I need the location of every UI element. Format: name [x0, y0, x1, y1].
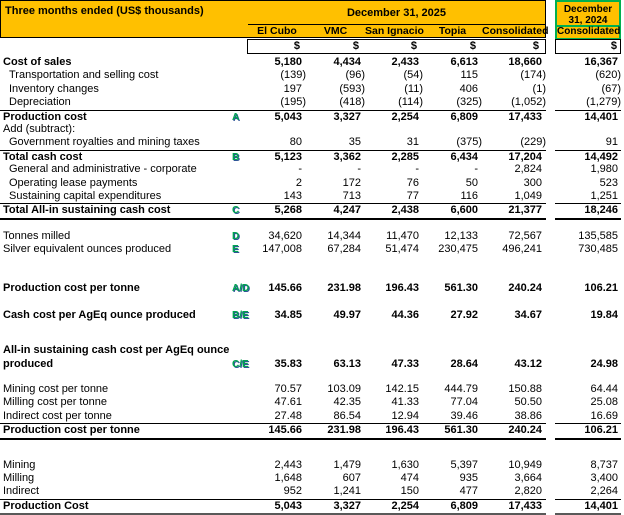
cell-value: 12.94: [391, 409, 419, 422]
cell-value: 197: [283, 82, 302, 95]
cell-value: 3,664: [514, 471, 542, 484]
column-gap: [546, 56, 555, 69]
cell-value: -: [474, 163, 478, 176]
cell-value-2024: 64.44: [590, 383, 618, 396]
cell-value: 44.36: [391, 308, 419, 321]
cell-value: 2,443: [274, 458, 302, 471]
cell-value: 6,434: [423, 150, 482, 164]
column-gap: [546, 190, 555, 203]
row-reference-letter: [230, 56, 248, 69]
cell-value-2024: 19.84: [590, 308, 618, 321]
cell-value-2024: 14,401: [555, 110, 621, 124]
column-header: Consolidated: [482, 25, 549, 37]
column-gap: [546, 136, 555, 149]
column-gap: [546, 69, 555, 82]
table-row: [0, 485, 624, 498]
cell-value: 5,043: [248, 499, 306, 515]
row-reference-letter: [230, 136, 248, 149]
cell-value: (54): [403, 69, 423, 82]
column-gap: [546, 177, 555, 190]
table-row: [0, 243, 624, 256]
cell-value-2024: 730,485: [578, 243, 618, 256]
cell-value: (195): [280, 96, 306, 109]
cell-value: 86.54: [333, 409, 361, 422]
cell-value: 145.66: [248, 423, 306, 439]
row-reference-letter: B: [230, 150, 248, 164]
cell-value: 300: [523, 176, 542, 189]
cell-value: 607: [342, 471, 361, 484]
spacer-row: [0, 322, 624, 344]
table-row: [0, 69, 624, 82]
cell-value: 5,268: [248, 203, 306, 219]
cell-value-2024: 106.21: [555, 423, 621, 439]
row-reference-letter: [230, 190, 248, 203]
cell-value: 1,049: [514, 189, 542, 202]
cell-value: (375): [456, 136, 482, 149]
column-gap: [546, 485, 555, 498]
cell-value: 935: [459, 471, 478, 484]
cell-value: 6,809: [423, 499, 482, 515]
row-label: Production cost: [0, 110, 230, 124]
row-label: Silver equivalent ounces produced: [3, 243, 172, 256]
column-gap: [546, 396, 555, 409]
cell-value: 12,133: [444, 229, 478, 242]
cell-value-2024: 91: [605, 136, 618, 149]
row-reference-letter: E: [232, 244, 239, 256]
table-row: [0, 83, 624, 96]
cell-value: (11): [404, 82, 423, 95]
cell-value: 1,648: [274, 471, 302, 484]
table-row: [0, 423, 624, 436]
cell-value: 196.43: [365, 423, 423, 439]
cell-value-2024: 1,980: [590, 163, 618, 176]
cell-value-2024: 523: [599, 176, 618, 189]
table-row: [0, 396, 624, 409]
table-row: [0, 383, 624, 396]
cell-value: [365, 344, 423, 357]
currency-cell: $: [293, 40, 300, 52]
cell-value: 444.79: [444, 383, 478, 396]
cell-value-2024: 18,246: [555, 203, 621, 219]
cell-value: 150: [400, 485, 419, 498]
cell-value: 11,470: [386, 229, 419, 242]
column-gap: [546, 96, 555, 109]
cell-value: 50: [465, 176, 478, 189]
currency-cell: $: [410, 40, 417, 52]
column-gap: [546, 243, 555, 256]
table-row: [0, 190, 624, 203]
cell-value-2024: (1,279): [586, 96, 621, 109]
period-2024-group: [555, 0, 621, 40]
cell-value: 240.24: [508, 282, 542, 295]
cell-value: [423, 123, 482, 136]
column-gap: [546, 344, 555, 357]
cell-value: 21,377: [482, 203, 546, 219]
cell-value: 496,241: [502, 243, 542, 256]
row-label: Tonnes milled: [3, 229, 71, 242]
row-label: Production cost per tonne: [3, 282, 140, 295]
table-row: [0, 459, 624, 472]
table-row: [0, 410, 624, 423]
row-label: Add (subtract):: [3, 122, 76, 135]
cell-value: 34.67: [514, 308, 542, 321]
cell-value: 27.48: [274, 409, 302, 422]
cell-value-2024: 2,264: [590, 485, 618, 498]
column-gap: [546, 163, 555, 176]
row-reference-letter: [230, 472, 248, 485]
cell-value: 63.13: [333, 357, 361, 370]
cell-value: 2,824: [514, 163, 542, 176]
row-reference-letter: [230, 423, 248, 439]
row-label: Production cost per tonne: [0, 423, 230, 439]
cell-value-2024: [555, 344, 621, 357]
row-reference-letter: B/E: [232, 309, 249, 321]
cell-value: 27.92: [450, 308, 478, 321]
cell-value-2024: 106.21: [584, 282, 618, 295]
row-reference-letter: [230, 83, 248, 96]
cell-value: 34.85: [274, 308, 302, 321]
cell-value: 4,434: [333, 56, 361, 68]
row-label: Transportation and selling cost: [9, 69, 159, 82]
column-gap: [546, 472, 555, 485]
row-reference-letter: [230, 410, 248, 423]
cell-value: (174): [520, 69, 546, 82]
cell-value: [482, 344, 546, 357]
cell-value: 561.30: [423, 423, 482, 439]
row-reference-letter: [230, 383, 248, 396]
column-gap: [546, 410, 555, 423]
cell-value: (325): [456, 96, 482, 109]
column-gap: [546, 150, 555, 164]
cell-value: 72,567: [508, 229, 542, 242]
cell-value: 103.09: [327, 383, 361, 396]
row-reference-letter: [230, 177, 248, 190]
cell-value: 10,949: [508, 458, 542, 471]
table-row: [0, 96, 624, 109]
table-row: [0, 282, 624, 295]
column-header-consolidated-2024: Consolidated: [555, 26, 621, 40]
column-header: Topia: [438, 25, 467, 37]
row-label: Milling: [3, 471, 35, 484]
cell-value: 77.04: [450, 396, 478, 409]
cell-value: 2,820: [514, 485, 542, 498]
table-row: [0, 499, 624, 512]
cell-value: 17,204: [482, 150, 546, 164]
currency-cell: $: [532, 40, 539, 52]
cell-value: 3,327: [306, 110, 365, 124]
cell-value: 6,600: [423, 203, 482, 219]
cell-value: 28.64: [450, 357, 478, 370]
row-reference-letter: [230, 459, 248, 472]
column-gap: [546, 203, 555, 219]
cell-value: 5,180: [274, 56, 302, 68]
cell-value: (114): [398, 96, 423, 109]
cell-value: [306, 344, 365, 357]
cell-value: 231.98: [327, 282, 361, 295]
row-reference-letter: [230, 499, 248, 515]
cell-value: (96): [345, 69, 365, 82]
cell-value: 47.61: [274, 396, 302, 409]
cell-value: 150.88: [508, 383, 542, 396]
currency-cell: $: [469, 40, 476, 52]
currency-cell: $: [352, 40, 359, 52]
cell-value: [248, 344, 306, 357]
cell-value: [306, 123, 365, 136]
cell-value: (139): [280, 69, 306, 82]
column-gap: [546, 123, 555, 136]
cell-value-2024: 14,401: [555, 499, 621, 515]
row-label: Production Cost: [0, 499, 230, 515]
row-label: Government royalties and mining taxes: [9, 136, 200, 149]
table-title: Three months ended (US$ thousands): [5, 5, 204, 17]
cell-value: 2,254: [365, 110, 423, 124]
cell-value: 17,433: [482, 110, 546, 124]
cell-value: (593): [339, 82, 365, 95]
cell-value: 2,433: [391, 56, 419, 68]
cell-value: 70.57: [274, 383, 302, 396]
column-gap: [546, 383, 555, 396]
row-reference-letter: [230, 396, 248, 409]
cell-value: [423, 344, 482, 357]
row-reference-letter: [230, 96, 248, 109]
cell-value: 42.35: [333, 396, 361, 409]
row-reference-letter: [230, 163, 248, 176]
cell-value: 240.24: [482, 423, 546, 439]
cell-value: 231.98: [306, 423, 365, 439]
row-label: Total All-in sustaining cash cost: [0, 203, 230, 219]
cell-value-2024: (67): [601, 82, 621, 95]
cell-value: (1): [532, 82, 546, 95]
cell-value: [248, 123, 306, 136]
row-label: Indirect cost per tonne: [3, 409, 112, 422]
table-row: [0, 230, 624, 243]
cell-value: 5,397: [450, 458, 478, 471]
table-row: [0, 123, 624, 136]
spacer-row: [0, 256, 624, 282]
cell-value: 143: [283, 189, 302, 202]
cell-value: 145.66: [268, 282, 302, 295]
row-label: produced: [3, 357, 54, 370]
cell-value: 17,433: [482, 499, 546, 515]
column-gap: [546, 358, 555, 371]
table-row: [0, 163, 624, 176]
cell-value-2024: 24.98: [590, 357, 618, 370]
cell-value: 115: [460, 69, 478, 82]
cell-value-2024: [555, 123, 621, 136]
column-gap: [546, 499, 555, 515]
cell-value: (418): [339, 96, 365, 109]
table-row: [0, 136, 624, 149]
row-label: Cash cost per AgEq ounce produced: [3, 308, 196, 321]
cell-value: 39.46: [450, 409, 478, 422]
column-header: San Ignacio: [365, 25, 424, 37]
cell-value: 172: [342, 176, 361, 189]
spacer-row: [0, 437, 624, 459]
table-row: [0, 472, 624, 485]
cell-value: 34,620: [268, 229, 302, 242]
cell-value: 6,809: [423, 110, 482, 124]
cell-value: 196.43: [385, 282, 419, 295]
cell-value: 18,660: [508, 56, 542, 68]
cell-value: 41.33: [391, 396, 419, 409]
cell-value: 67,284: [327, 243, 361, 256]
row-label: Sustaining capital expenditures: [9, 189, 162, 202]
cell-value: -: [298, 163, 302, 176]
cell-value-2024: 135,585: [578, 229, 618, 242]
cell-value: 50.50: [514, 396, 542, 409]
cell-value: 5,123: [248, 150, 306, 164]
cell-value: 116: [460, 189, 478, 202]
table-row: [0, 177, 624, 190]
cell-value: 142.15: [385, 383, 419, 396]
table-row: [0, 56, 624, 69]
row-reference-letter: [230, 485, 248, 498]
period-2024-line1: December: [563, 4, 613, 15]
cell-value: (229): [520, 136, 546, 149]
cell-value: 31: [406, 136, 419, 149]
cell-value: 2,285: [365, 150, 423, 164]
cell-value-2024: 3,400: [590, 471, 618, 484]
table-row: [0, 110, 624, 123]
row-label: Mining: [3, 458, 36, 471]
period-2024-label: [555, 0, 621, 26]
column-gap: [546, 282, 555, 295]
cell-value: 80: [289, 136, 302, 149]
column-header: El Cubo: [257, 25, 297, 37]
cell-value-2024: (620): [595, 69, 621, 82]
row-reference-letter: [230, 123, 248, 136]
cell-value: 474: [400, 471, 419, 484]
currency-cells-2025: [247, 39, 546, 54]
cell-value: 477: [459, 485, 478, 498]
cell-value: [365, 123, 423, 136]
cell-value: 1,241: [333, 485, 361, 498]
row-reference-letter: C/E: [232, 358, 249, 370]
cell-value: 43.12: [514, 357, 542, 370]
row-label: Inventory changes: [9, 82, 99, 95]
cell-value-2024: 1,251: [590, 189, 618, 202]
row-label: Cost of sales: [3, 56, 72, 68]
row-reference-letter: [230, 344, 248, 357]
table-body: [0, 56, 624, 512]
cell-value: 35: [348, 136, 361, 149]
row-label: General and administrative - corporate: [9, 163, 197, 176]
row-reference-letter: A/D: [232, 283, 250, 295]
row-reference-letter: A: [230, 110, 248, 124]
cell-value: 47.33: [391, 357, 419, 370]
row-label: Depreciation: [9, 96, 71, 109]
period-2025-group: [248, 1, 549, 37]
cell-value: 4,247: [306, 203, 365, 219]
row-label: Operating lease payments: [9, 176, 138, 189]
row-label: Indirect: [3, 485, 40, 498]
cell-value: 2,438: [365, 203, 423, 219]
cell-value: 147,008: [262, 243, 302, 256]
cell-value: [482, 123, 546, 136]
row-reference-letter: D: [232, 230, 240, 242]
period-2025-label: December 31, 2025: [248, 1, 545, 25]
cell-value: 2,254: [365, 499, 423, 515]
cell-value-2024: 16.69: [590, 409, 618, 422]
table-row: [0, 150, 624, 163]
cell-value: 6,613: [450, 56, 478, 68]
table-header: [0, 0, 624, 38]
row-label: Total cash cost: [0, 150, 230, 164]
spacer-row: [0, 371, 624, 383]
column-gap: [546, 423, 555, 439]
row-label: Mining cost per tonne: [3, 383, 109, 396]
cell-value-2024: 14,492: [555, 150, 621, 164]
cell-value: 35.83: [274, 357, 302, 370]
cell-value: 51,474: [385, 243, 419, 256]
cell-value: (1,052): [511, 96, 546, 109]
cell-value: 14,344: [327, 229, 361, 242]
row-reference-letter: [230, 69, 248, 82]
cell-value: 5,043: [248, 110, 306, 124]
cell-value-2024: 25.08: [590, 396, 618, 409]
header-band-2025: [0, 0, 549, 38]
row-label: All-in sustaining cash cost per AgEq ounce: [3, 344, 230, 357]
column-header: VMC: [323, 25, 348, 37]
column-gap: [546, 230, 555, 243]
spacer-row: [0, 296, 624, 309]
table-row: [0, 203, 624, 216]
cell-value: 38.86: [514, 409, 542, 422]
period-2024-line2: 31, 2024: [568, 15, 608, 26]
table-row: [0, 358, 624, 371]
row-reference-letter: C: [230, 203, 248, 219]
table-row: [0, 344, 624, 357]
cell-value: 1,630: [391, 458, 419, 471]
cell-value: 76: [406, 176, 419, 189]
cell-value: 230,475: [438, 243, 478, 256]
currency-row: [0, 39, 624, 54]
table-row: [0, 309, 624, 322]
cell-value: 1,479: [333, 458, 361, 471]
cell-value: 3,327: [306, 499, 365, 515]
cell-value: 406: [459, 82, 478, 95]
currency-cell-2024: $: [555, 39, 621, 54]
column-headers: [248, 25, 549, 37]
column-gap: [546, 110, 555, 124]
cell-value: 2: [295, 176, 302, 189]
row-label: Milling cost per tonne: [3, 396, 107, 409]
column-gap: [546, 83, 555, 96]
cell-value-2024: 16,367: [584, 56, 618, 68]
cell-value: 3,362: [306, 150, 365, 164]
column-gap: [546, 459, 555, 472]
cell-value-2024: 8,737: [590, 458, 618, 471]
cell-value: -: [357, 163, 361, 176]
cell-value: 77: [406, 189, 419, 202]
column-gap: [546, 309, 555, 322]
cell-value: 49.97: [333, 308, 361, 321]
cell-value: 952: [283, 485, 302, 498]
cell-value: 561.30: [444, 282, 478, 295]
cell-value: -: [415, 163, 419, 176]
cell-value: 713: [342, 189, 361, 202]
